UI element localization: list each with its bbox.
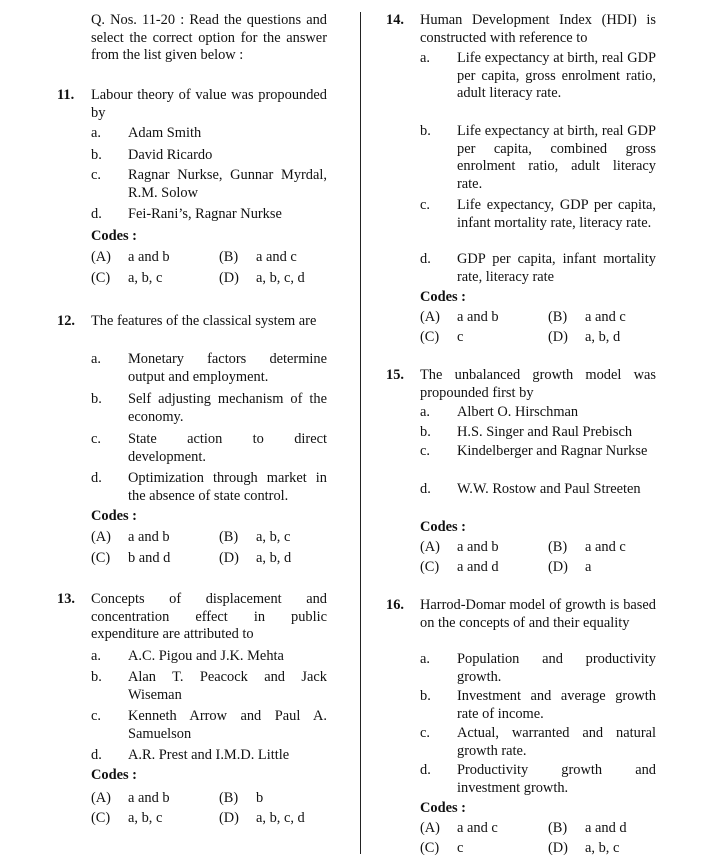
code-text: a, b, c — [585, 840, 620, 856]
option-label: d. — [91, 470, 102, 486]
code-label: (C) — [91, 270, 111, 286]
option-label: d. — [420, 481, 431, 497]
question-text: Concepts of displacement and concentration effect in public expenditure are attributed to — [91, 591, 327, 642]
codes-label: Codes : — [420, 800, 466, 816]
question-text: The features of the classical system are — [91, 313, 317, 329]
question-text: The unbalanced growth model was propounded first by — [420, 367, 656, 401]
option-label: a. — [420, 50, 430, 66]
option-label: a. — [91, 351, 101, 367]
code-label: (D) — [548, 840, 568, 856]
code-text: a and d — [585, 820, 627, 836]
option-label: b. — [420, 688, 431, 704]
option-text: Alan T. Peacock and Jack Wiseman — [128, 669, 327, 703]
code-label: (B) — [548, 309, 568, 325]
question-number: 14. — [386, 12, 404, 28]
option-label: b. — [91, 147, 102, 163]
option-text: State action to direct development. — [128, 431, 327, 465]
code-label: (D) — [548, 559, 568, 575]
code-text: a, b, d — [256, 550, 292, 566]
code-label: (B) — [219, 529, 239, 545]
option-text: Kindelberger and Ragnar Nurkse — [457, 443, 648, 459]
option-text: Life expectancy at birth, real GDP per capita, combined gross enrolment ratio, adult literacy rate. — [457, 123, 656, 192]
codes-label: Codes : — [91, 508, 137, 524]
code-text: a and c — [585, 539, 626, 555]
code-label: (A) — [420, 539, 440, 555]
codes-label: Codes : — [91, 228, 137, 244]
code-label: (C) — [420, 559, 440, 575]
code-text: a, b, c — [256, 529, 291, 545]
code-text: b — [256, 790, 264, 806]
option-label: d. — [420, 762, 431, 778]
option-label: d. — [91, 747, 102, 763]
code-text: a and b — [128, 529, 170, 545]
code-text: b and d — [128, 550, 171, 566]
code-label: (C) — [91, 810, 111, 826]
code-label: (C) — [420, 329, 440, 345]
code-text: c — [457, 840, 464, 856]
option-label: c. — [91, 708, 101, 724]
question-text: Human Development Index (HDI) is constructed with reference to — [420, 12, 656, 46]
code-label: (B) — [548, 539, 568, 555]
question-number: 16. — [386, 597, 404, 613]
code-label: (A) — [91, 529, 111, 545]
option-text: Population and productivity growth. — [457, 651, 656, 685]
question-number: 12. — [57, 313, 75, 329]
option-label: c. — [420, 725, 430, 741]
codes-label: Codes : — [420, 289, 466, 305]
option-text: Life expectancy, GDP per capita, infant mortality rate, literacy rate. — [457, 197, 656, 231]
option-text: Life expectancy at birth, real GDP per capita, gross enrolment ratio, adult literacy rate. — [457, 50, 656, 101]
option-label: a. — [91, 648, 101, 664]
code-text: c — [457, 329, 464, 345]
code-text: a and d — [457, 559, 499, 575]
instructions: Q. Nos. 11-20 : Read the questions and select the correct option for the answer from the list given below : — [91, 12, 327, 63]
code-text: a, b, c, d — [256, 810, 305, 826]
code-label: (A) — [91, 790, 111, 806]
option-label: a. — [420, 651, 430, 667]
code-text: a, b, c — [128, 810, 163, 826]
code-text: a — [585, 559, 592, 575]
code-text: a and c — [585, 309, 626, 325]
option-label: c. — [420, 197, 430, 213]
question-number: 11. — [57, 87, 75, 103]
option-text: GDP per capita, infant mortality rate, literacy rate — [457, 251, 656, 285]
code-text: a and c — [457, 820, 498, 836]
code-text: a and c — [256, 249, 297, 265]
option-text: H.S. Singer and Raul Prebisch — [457, 424, 633, 440]
option-label: b. — [420, 123, 431, 139]
option-text: Optimization through market in the absence of state control. — [128, 470, 327, 504]
question-text: Labour theory of value was propounded by — [91, 87, 327, 121]
code-text: a and b — [457, 539, 499, 555]
codes-label: Codes : — [420, 519, 466, 535]
code-label: (B) — [548, 820, 568, 836]
option-text: Adam Smith — [128, 125, 202, 141]
option-text: Ragnar Nurkse, Gunnar Myrdal, R.M. Solow — [128, 167, 327, 201]
code-label: (A) — [420, 309, 440, 325]
code-label: (C) — [420, 840, 440, 856]
code-label: (B) — [219, 790, 239, 806]
option-label: c. — [91, 431, 101, 447]
code-label: (A) — [91, 249, 111, 265]
code-text: a, b, d — [585, 329, 621, 345]
option-text: W.W. Rostow and Paul Streeten — [457, 481, 641, 497]
question-number: 13. — [57, 591, 75, 607]
option-label: d. — [91, 206, 102, 222]
code-label: (C) — [91, 550, 111, 566]
option-label: b. — [91, 391, 102, 407]
code-label: (D) — [219, 810, 239, 826]
code-label: (D) — [219, 270, 239, 286]
option-text: Investment and average growth rate of income. — [457, 688, 656, 722]
question-number: 15. — [386, 367, 404, 383]
option-label: c. — [420, 443, 430, 459]
option-label: b. — [91, 669, 102, 685]
code-text: a, b, c — [128, 270, 163, 286]
option-text: David Ricardo — [128, 147, 213, 163]
option-text: Actual, warranted and natural growth rate. — [457, 725, 656, 759]
option-text: Self adjusting mechanism of the economy. — [128, 391, 327, 425]
code-text: a and b — [128, 790, 170, 806]
option-text: A.C. Pigou and J.K. Mehta — [128, 648, 284, 664]
codes-label: Codes : — [91, 767, 137, 783]
code-label: (A) — [420, 820, 440, 836]
code-label: (B) — [219, 249, 239, 265]
code-label: (D) — [219, 550, 239, 566]
code-text: a, b, c, d — [256, 270, 305, 286]
code-label: (D) — [548, 329, 568, 345]
column-divider — [360, 12, 361, 854]
option-text: Albert O. Hirschman — [457, 404, 579, 420]
code-text: a and b — [457, 309, 499, 325]
code-text: a and b — [128, 249, 170, 265]
option-label: d. — [420, 251, 431, 267]
question-text: Harrod-Domar model of growth is based on the concepts of and their equality — [420, 597, 656, 631]
option-text: Monetary factors determine output and employment. — [128, 351, 327, 385]
option-text: Kenneth Arrow and Paul A. Samuelson — [128, 708, 327, 742]
option-label: a. — [91, 125, 101, 141]
option-label: c. — [91, 167, 101, 183]
option-text: Productivity growth and investment growth. — [457, 762, 656, 796]
option-label: a. — [420, 404, 430, 420]
option-text: A.R. Prest and I.M.D. Little — [128, 747, 290, 763]
option-text: Fei-Rani’s, Ragnar Nurkse — [128, 206, 282, 222]
option-label: b. — [420, 424, 431, 440]
